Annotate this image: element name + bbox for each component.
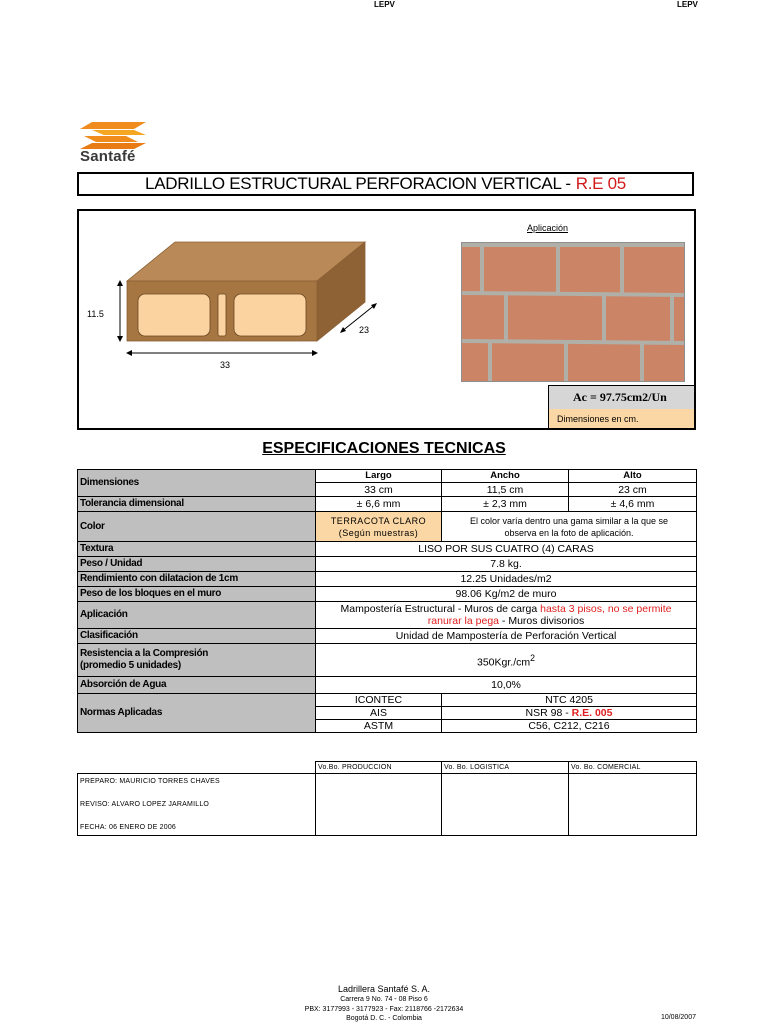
texture-value: LISO POR SUS CUATRO (4) CARAS bbox=[316, 542, 697, 557]
signoff-table bbox=[77, 761, 697, 836]
application-spec-label: Aplicación bbox=[78, 602, 316, 629]
commercial-signature-box[interactable] bbox=[569, 774, 697, 836]
standard-ref-code: R.E. 005 bbox=[571, 707, 613, 719]
absorption-label: Absorción de Agua bbox=[78, 677, 316, 694]
standard-ref bbox=[442, 707, 697, 720]
largo-header: Largo bbox=[316, 470, 442, 483]
footer-phones: PBX: 3177993 - 3177923 - Fax: 2118766 -2172634 bbox=[304, 1006, 464, 1013]
weight-label: Peso / Unidad bbox=[78, 557, 316, 572]
brick-wall-photo bbox=[462, 243, 685, 382]
footer-address: Carrera 9 No. 74 - 08 Piso 6 bbox=[340, 996, 428, 1003]
classification-label: Clasificación bbox=[78, 629, 316, 644]
standard-ref: C56, C212, C216 bbox=[442, 720, 697, 733]
application-part1: Mampostería Estructural - Muros de carga bbox=[340, 603, 538, 615]
wall-weight-value: 98.06 Kg/m2 de muro bbox=[316, 587, 697, 602]
strength-value bbox=[316, 644, 697, 677]
santafe-logo bbox=[80, 122, 152, 168]
width-dimension: 33 bbox=[220, 360, 231, 370]
standard-org: ICONTEC bbox=[316, 694, 442, 707]
color-label: Color bbox=[78, 512, 316, 542]
strength-exponent: 2 bbox=[530, 652, 535, 663]
depth-dimension: 23 bbox=[359, 325, 370, 335]
strength-label-line1: Resistencia a la Compresión bbox=[80, 648, 209, 659]
alto-value: 23 cm bbox=[569, 483, 697, 497]
spec-table bbox=[77, 469, 697, 733]
wall-weight-label: Peso de los bloques en el muro bbox=[78, 587, 316, 602]
application-warning: hasta 3 pisos, no se permite bbox=[540, 603, 672, 615]
title-code: R.E 05 bbox=[575, 174, 626, 193]
strength-label bbox=[78, 644, 316, 677]
application-label: Aplicación bbox=[527, 223, 569, 233]
texture-label: Textura bbox=[78, 542, 316, 557]
classification-value: Unidad de Mampostería de Perforación Vertical bbox=[316, 629, 697, 644]
commercial-approval-header: Vo. Bo. COMERCIAL bbox=[569, 762, 697, 774]
application-photo bbox=[461, 242, 685, 382]
tolerance-largo: ± 6,6 mm bbox=[316, 497, 442, 512]
standards-label: Normas Aplicadas bbox=[78, 694, 316, 733]
tolerance-ancho: ± 2,3 mm bbox=[442, 497, 569, 512]
logistics-approval-header: Vo. Bo. LOGISTICA bbox=[442, 762, 569, 774]
tolerance-alto: ± 4,6 mm bbox=[569, 497, 697, 512]
largo-value: 33 cm bbox=[316, 483, 442, 497]
production-approval-header: Vo.Bo. PRODUCCION bbox=[316, 762, 442, 774]
units-note: Dimensiones en cm. bbox=[548, 409, 694, 428]
prepared-by: PREPARO: MAURICIO TORRES CHAVES bbox=[80, 778, 220, 785]
footer-date: 10/08/2007 bbox=[660, 1014, 696, 1021]
reviewed-by: REVISO: ALVARO LOPEZ JARAMILLO bbox=[80, 801, 210, 808]
color-swatch bbox=[316, 512, 442, 542]
color-swatch-line2: (Según muestras) bbox=[338, 527, 419, 538]
standard-org: ASTM bbox=[316, 720, 442, 733]
color-note-line1: El color varía dentro una gama similar a la que se bbox=[469, 515, 669, 526]
brick-diagram bbox=[100, 236, 380, 376]
document-title bbox=[77, 172, 694, 196]
logo-text: Santafé bbox=[80, 148, 136, 165]
color-note-line2: observa en la foto de aplicación. bbox=[504, 527, 634, 538]
title-main: LADRILLO ESTRUCTURAL PERFORACION VERTICAL - bbox=[145, 174, 571, 193]
standard-org: AIS bbox=[316, 707, 442, 720]
tolerance-label: Tolerancia dimensional bbox=[78, 497, 316, 512]
signoff-details bbox=[78, 774, 316, 836]
weight-value: 7.8 kg. bbox=[316, 557, 697, 572]
header-left-code: LEPV bbox=[374, 0, 395, 9]
santafe-logo-icon bbox=[80, 122, 152, 150]
color-swatch-line1: TERRACOTA CLARO bbox=[330, 515, 427, 526]
strength-number: 350Kgr./cm bbox=[477, 656, 531, 669]
application-part4: - Muros divisorios bbox=[501, 615, 585, 627]
application-warning-2: ranurar la pega bbox=[427, 615, 499, 627]
yield-label: Rendimiento con dilatacion de 1cm bbox=[78, 572, 316, 587]
ancho-value: 11,5 cm bbox=[442, 483, 569, 497]
standard-ref-text: NSR 98 - bbox=[525, 707, 569, 719]
signoff-spacer bbox=[78, 762, 316, 774]
absorption-value: 10,0% bbox=[316, 677, 697, 694]
dimensions-label: Dimensiones bbox=[78, 470, 316, 497]
application-spec-value bbox=[316, 602, 697, 629]
footer-city: Bogotá D. C. - Colombia bbox=[346, 1015, 422, 1022]
height-dimension: 11.5 bbox=[87, 309, 104, 319]
strength-label-line2: (promedio 5 unidades) bbox=[80, 660, 181, 671]
logistics-signature-box[interactable] bbox=[442, 774, 569, 836]
area-value: Ac = 97.75cm2/Un bbox=[548, 385, 694, 409]
date-line: FECHA: 06 ENERO DE 2006 bbox=[80, 824, 177, 831]
spec-title: ESPECIFICACIONES TECNICAS bbox=[262, 440, 506, 457]
alto-header: Alto bbox=[569, 470, 697, 483]
footer-company: Ladrillera Santafé S. A. bbox=[337, 984, 431, 994]
header-right-code: LEPV bbox=[677, 0, 698, 9]
production-signature-box[interactable] bbox=[316, 774, 442, 836]
standard-ref: NTC 4205 bbox=[442, 694, 697, 707]
color-note bbox=[442, 512, 697, 542]
ancho-header: Ancho bbox=[442, 470, 569, 483]
yield-value: 12.25 Unidades/m2 bbox=[316, 572, 697, 587]
